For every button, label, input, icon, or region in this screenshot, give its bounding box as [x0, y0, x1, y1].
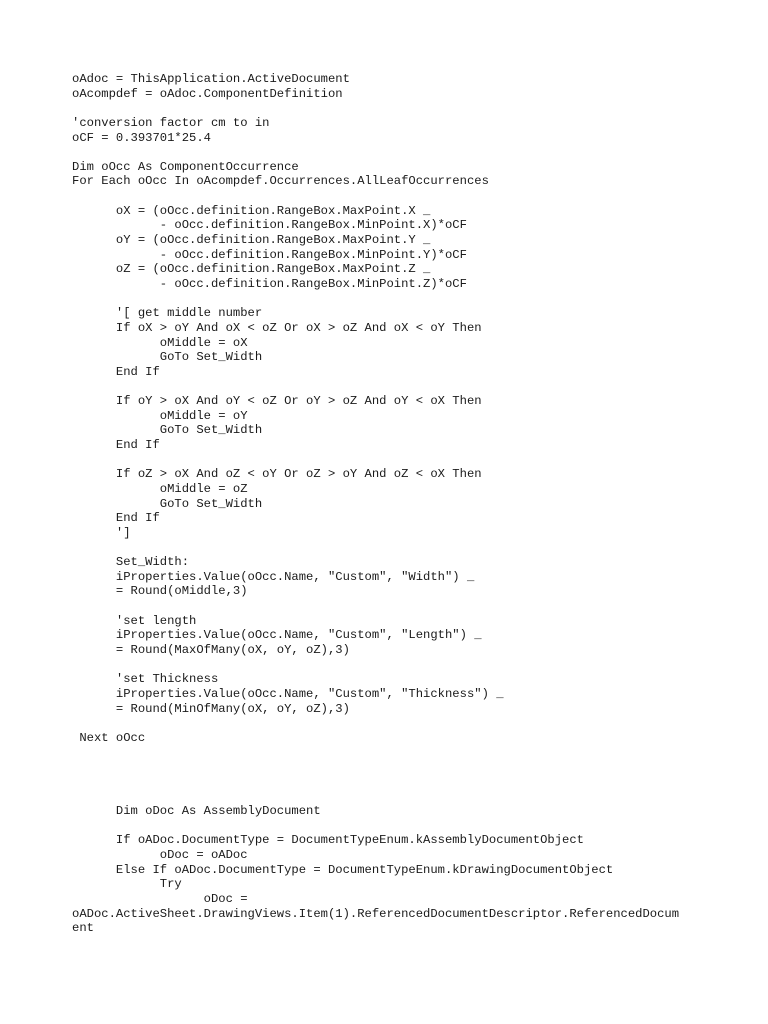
code-line: Set_Width:	[72, 555, 190, 570]
code-line	[72, 775, 679, 790]
code-line	[72, 745, 679, 760]
code-line: = Round(oMiddle,3)	[72, 584, 248, 599]
code-line: oDoc =	[72, 891, 248, 906]
code-line	[72, 789, 679, 804]
code-line: oZ = (oOcc.definition.RangeBox.MaxPoint.Z _	[72, 262, 431, 277]
code-line: oMiddle = oY	[72, 408, 248, 423]
code-line: iProperties.Value(oOcc.Name, "Custom", "Thickness") _	[72, 686, 504, 701]
code-line: 'set length	[72, 613, 197, 628]
code-line: GoTo Set_Width	[72, 350, 263, 365]
code-line: 'conversion factor cm to in	[72, 115, 270, 130]
code-line: If oY > oX And oY < oZ Or oY > oZ And oY < oX Then	[72, 394, 482, 409]
code-line: '[ get middle number	[72, 306, 263, 321]
code-line: - oOcc.definition.RangeBox.MinPoint.X)*oCF	[72, 218, 467, 233]
code-line: oAcompdef = oAdoc.ComponentDefinition	[72, 86, 343, 101]
code-line: iProperties.Value(oOcc.Name, "Custom", "Length") _	[72, 628, 482, 643]
code-line: End If	[72, 438, 160, 453]
code-line: = Round(MinOfMany(oX, oY, oZ),3)	[72, 701, 350, 716]
code-line	[72, 541, 679, 556]
code-line: ']	[72, 525, 131, 540]
code-line	[72, 145, 679, 160]
code-line	[72, 101, 679, 116]
code-line: oY = (oOcc.definition.RangeBox.MaxPoint.Y _	[72, 233, 431, 248]
code-line: ent	[72, 921, 94, 936]
code-line	[72, 292, 679, 307]
code-line	[72, 658, 679, 673]
code-line: oADoc.ActiveSheet.DrawingViews.Item(1).ReferencedDocumentDescriptor.ReferencedDocum	[72, 906, 680, 921]
code-line	[72, 716, 679, 731]
code-line	[72, 599, 679, 614]
code-line: Dim oOcc As ComponentOccurrence	[72, 159, 299, 174]
code-line: End If	[72, 511, 160, 526]
code-line: 'set Thickness	[72, 672, 219, 687]
code-line: Dim oDoc As AssemblyDocument	[72, 804, 321, 819]
code-line: If oX > oY And oX < oZ Or oX > oZ And oX < oY Then	[72, 320, 482, 335]
code-line	[72, 189, 679, 204]
code-line	[72, 453, 679, 468]
code-line: End If	[72, 364, 160, 379]
code-line	[72, 379, 679, 394]
code-line	[72, 819, 679, 834]
code-line: oDoc = oADoc	[72, 847, 248, 862]
code-line: Try	[72, 877, 182, 892]
code-line: oMiddle = oX	[72, 335, 248, 350]
code-line: iProperties.Value(oOcc.Name, "Custom", "Width") _	[72, 569, 475, 584]
code-line: If oADoc.DocumentType = DocumentTypeEnum.kAssemblyDocumentObject	[72, 833, 584, 848]
code-line: oCF = 0.393701*25.4	[72, 130, 211, 145]
code-line: GoTo Set_Width	[72, 496, 263, 511]
code-line: = Round(MaxOfMany(oX, oY, oZ),3)	[72, 642, 350, 657]
code-line: oAdoc = ThisApplication.ActiveDocument	[72, 72, 350, 86]
code-listing	[72, 72, 679, 936]
code-line: Else If oADoc.DocumentType = DocumentTypeEnum.kDrawingDocumentObject	[72, 862, 614, 877]
code-line: oMiddle = oZ	[72, 481, 248, 496]
code-line: GoTo Set_Width	[72, 423, 263, 438]
code-line: oX = (oOcc.definition.RangeBox.MaxPoint.X _	[72, 203, 431, 218]
code-line: For Each oOcc In oAcompdef.Occurrences.AllLeafOccurrences	[72, 174, 489, 189]
code-line: - oOcc.definition.RangeBox.MinPoint.Z)*oCF	[72, 276, 467, 291]
code-line: Next oOcc	[72, 730, 146, 745]
code-line	[72, 760, 679, 775]
code-line: - oOcc.definition.RangeBox.MinPoint.Y)*oCF	[72, 247, 467, 262]
code-line: If oZ > oX And oZ < oY Or oZ > oY And oZ < oX Then	[72, 467, 482, 482]
